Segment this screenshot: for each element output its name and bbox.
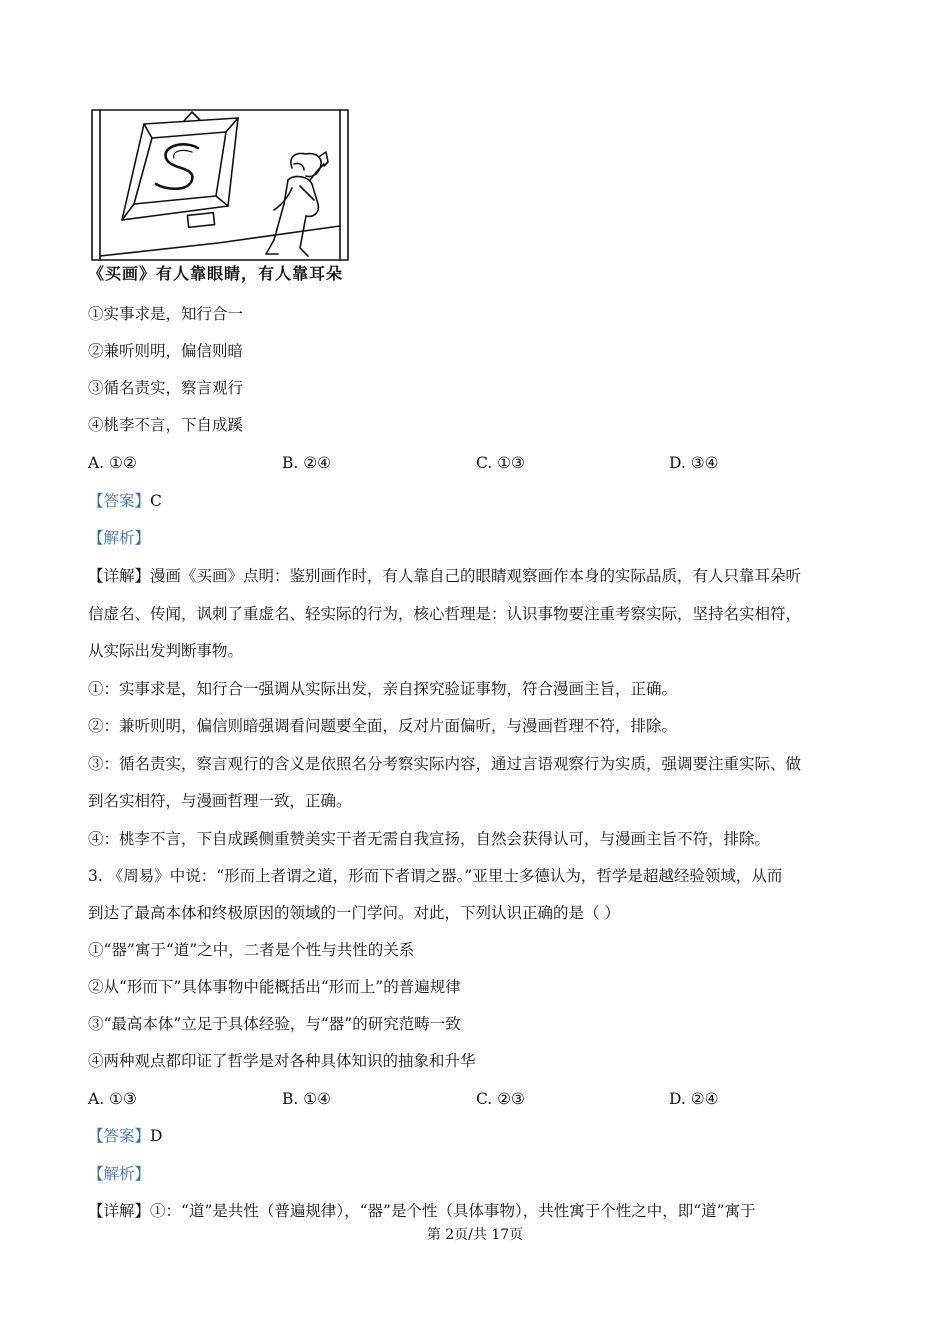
q2-detail-line-4: ①：实事求是，知行合一强调从实际出发，亲自探究验证事物，符合漫画主旨，正确。 <box>88 680 678 698</box>
q2-detail-line-6: ③：循名责实，察言观行的含义是依照名分考察实际内容，通过言语观察行为实质，强调要注重实际、做 <box>88 755 802 773</box>
q3-option-a: A. ①③ <box>88 1090 137 1108</box>
q2-detail-line-2: 信虚名、传闻，讽刺了重虚名、轻实际的行为，核心哲理是：认识事物要注重考察实际，坚持名实相符， <box>88 605 802 623</box>
q2-detail-line-3: 从实际出发判断事物。 <box>88 642 244 660</box>
answer-value: C <box>150 492 162 510</box>
q2-option-a: A. ①② <box>88 454 137 472</box>
q2-detail-line-7: 到名实相符，与漫画哲理一致，正确。 <box>88 792 352 810</box>
q2-option-b: B. ②④ <box>282 454 332 472</box>
answer-value: D <box>150 1127 163 1145</box>
answer-tag: 【答案】 <box>88 1127 151 1145</box>
detail-text: 漫画《买画》点明：鉴别画作时，有人靠自己的眼睛观察画作本身的实际品质，有人只靠耳朵听 <box>150 567 802 585</box>
q2-detail-line-1 <box>88 566 801 586</box>
q3-statement-3: ③“最高本体”立足于具体经验，与“器”的研究范畴一致 <box>88 1015 461 1033</box>
page-footer: 第 2页/共 17页 <box>426 1227 524 1243</box>
detail-tag: 【详解】 <box>88 1202 151 1220</box>
q2-option-c: C. ①③ <box>476 454 525 472</box>
q2-detail-line-8: ④：桃李不言，下自成蹊侧重赞美实干者无需自我宣扬，自然会获得认可，与漫画主旨不符，排除。 <box>88 830 771 848</box>
q2-option-d: D. ③④ <box>669 454 719 472</box>
q3-option-c: C. ②③ <box>476 1090 525 1108</box>
answer-tag: 【答案】 <box>88 492 151 510</box>
q2-statement-2: ②兼听则明，偏信则暗 <box>88 342 244 360</box>
cartoon-caption: 《买画》有人靠眼睛，有人靠耳朵 <box>88 264 344 283</box>
q3-statement-1: ①“器”寓于“道”之中，二者是个性与共性的关系 <box>88 941 415 959</box>
q2-analysis-tag: 【解析】 <box>88 529 151 547</box>
q3-stem-line-2: 到达了最高本体和终极原因的领域的一门学问。对此，下列认识正确的是（ ） <box>88 904 620 922</box>
q2-statement-4: ④桃李不言，下自成蹊 <box>88 416 244 434</box>
q3-detail-line-1 <box>88 1201 756 1221</box>
q2-answer <box>88 491 162 511</box>
q3-analysis-tag: 【解析】 <box>88 1165 151 1183</box>
q2-statement-1: ①实事求是，知行合一 <box>88 305 244 323</box>
detail-text: ①：“道”是共性（普遍规律），“器”是个性（具体事物），共性寓于个性之中，即“道”寓于 <box>150 1202 756 1220</box>
q3-option-b: B. ①④ <box>282 1090 332 1108</box>
cartoon-illustration <box>88 108 354 264</box>
q3-statement-2: ②从“形而下”具体事物中能概括出“形而上”的普遍规律 <box>88 978 461 996</box>
q3-stem-line-1: 3. 《周易》中说：“形而上者谓之道，形而下者谓之器。”亚里士多德认为，哲学是超越经验领域，从而 <box>88 867 783 885</box>
q2-statement-3: ③循名责实，察言观行 <box>88 379 244 397</box>
q3-statement-4: ④两种观点都印证了哲学是对各种具体知识的抽象和升华 <box>88 1052 476 1070</box>
q3-option-d: D. ②④ <box>669 1090 719 1108</box>
q3-answer <box>88 1126 162 1146</box>
q2-detail-line-5: ②：兼听则明，偏信则暗强调看问题要全面，反对片面偏听，与漫画哲理不符，排除。 <box>88 717 678 735</box>
detail-tag: 【详解】 <box>88 567 151 585</box>
